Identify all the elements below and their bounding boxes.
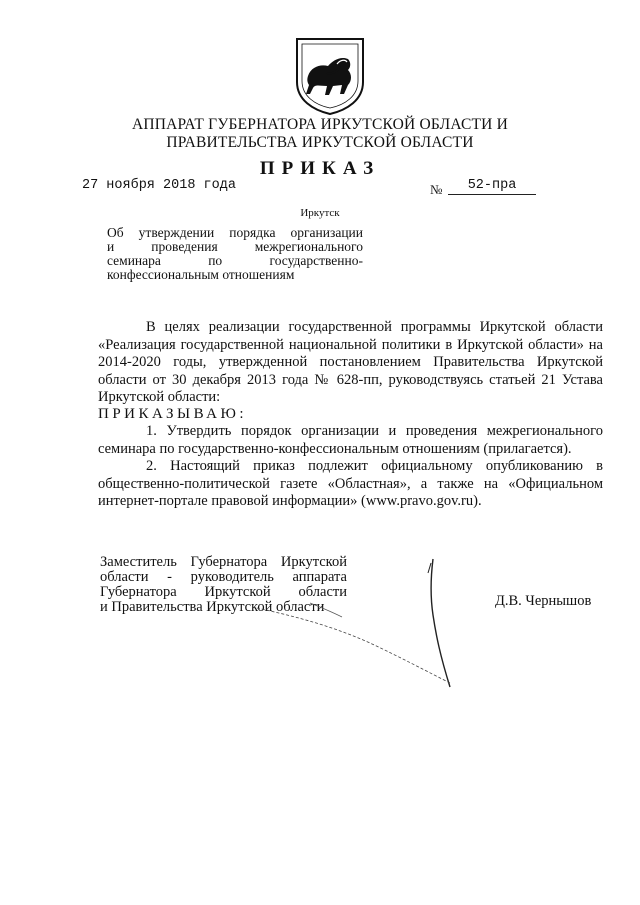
body-intro: В целях реализации государственной программы Иркутской области «Реализация государственной национальной политики в Иркутской области» на 2014-2020 годы, утвержденной постановлением Правительства Иркутской области от 30 декабря 2013 года № 628-пп, руководствуясь статьей 21 Устава Иркутской области:	[98, 319, 603, 405]
prikazyvayu-label: ПРИКАЗЫВАЮ:	[98, 406, 248, 422]
signer-position-line: Заместитель Губернатора Иркутской	[100, 554, 347, 570]
subject-line: семинара по государственно-	[107, 253, 363, 268]
order-number: 52-пра	[448, 178, 536, 195]
organization-name-line-2: ПРАВИТЕЛЬСТВА ИРКУТСКОЙ ОБЛАСТИ	[166, 134, 474, 151]
subject-line: конфессиональным отношениям	[107, 267, 295, 282]
document-type-title: ПРИКАЗ	[259, 158, 381, 179]
handwritten-signature	[250, 555, 470, 695]
irkutsk-coat-of-arms-icon	[293, 36, 367, 116]
signer-position-line: области - руководитель аппарата	[100, 569, 347, 585]
order-subject	[107, 226, 363, 282]
number-sign: №	[430, 182, 443, 197]
order-item-2: 2. Настоящий приказ подлежит официальному опубликованию в общественно-политической газете «Областная», а также на «Официальном интернет-портале правовой информации» (www.pravo.gov.ru).	[98, 458, 603, 509]
signer-position-line: Губернатора Иркутской области	[100, 584, 347, 600]
order-item-1: 1. Утвердить порядок организации и проведения межрегионального семинара по государственно-конфессиональным отношениям (прилагается).	[98, 423, 603, 457]
city-label: Иркутск	[300, 207, 340, 219]
signer-name: Д.В. Чернышов	[495, 593, 592, 609]
organization-name-line-1: АППАРАТ ГУБЕРНАТОРА ИРКУТСКОЙ ОБЛАСТИ И	[131, 116, 509, 133]
signer-position-line: и Правительства Иркутской области	[100, 599, 325, 615]
order-date: 27 ноября 2018 года	[82, 178, 236, 193]
body-items-block	[98, 423, 603, 511]
body-intro-block	[98, 319, 603, 407]
subject-line: и проведения межрегионального	[107, 239, 363, 254]
subject-line: Об утверждении порядка организации	[107, 225, 363, 240]
